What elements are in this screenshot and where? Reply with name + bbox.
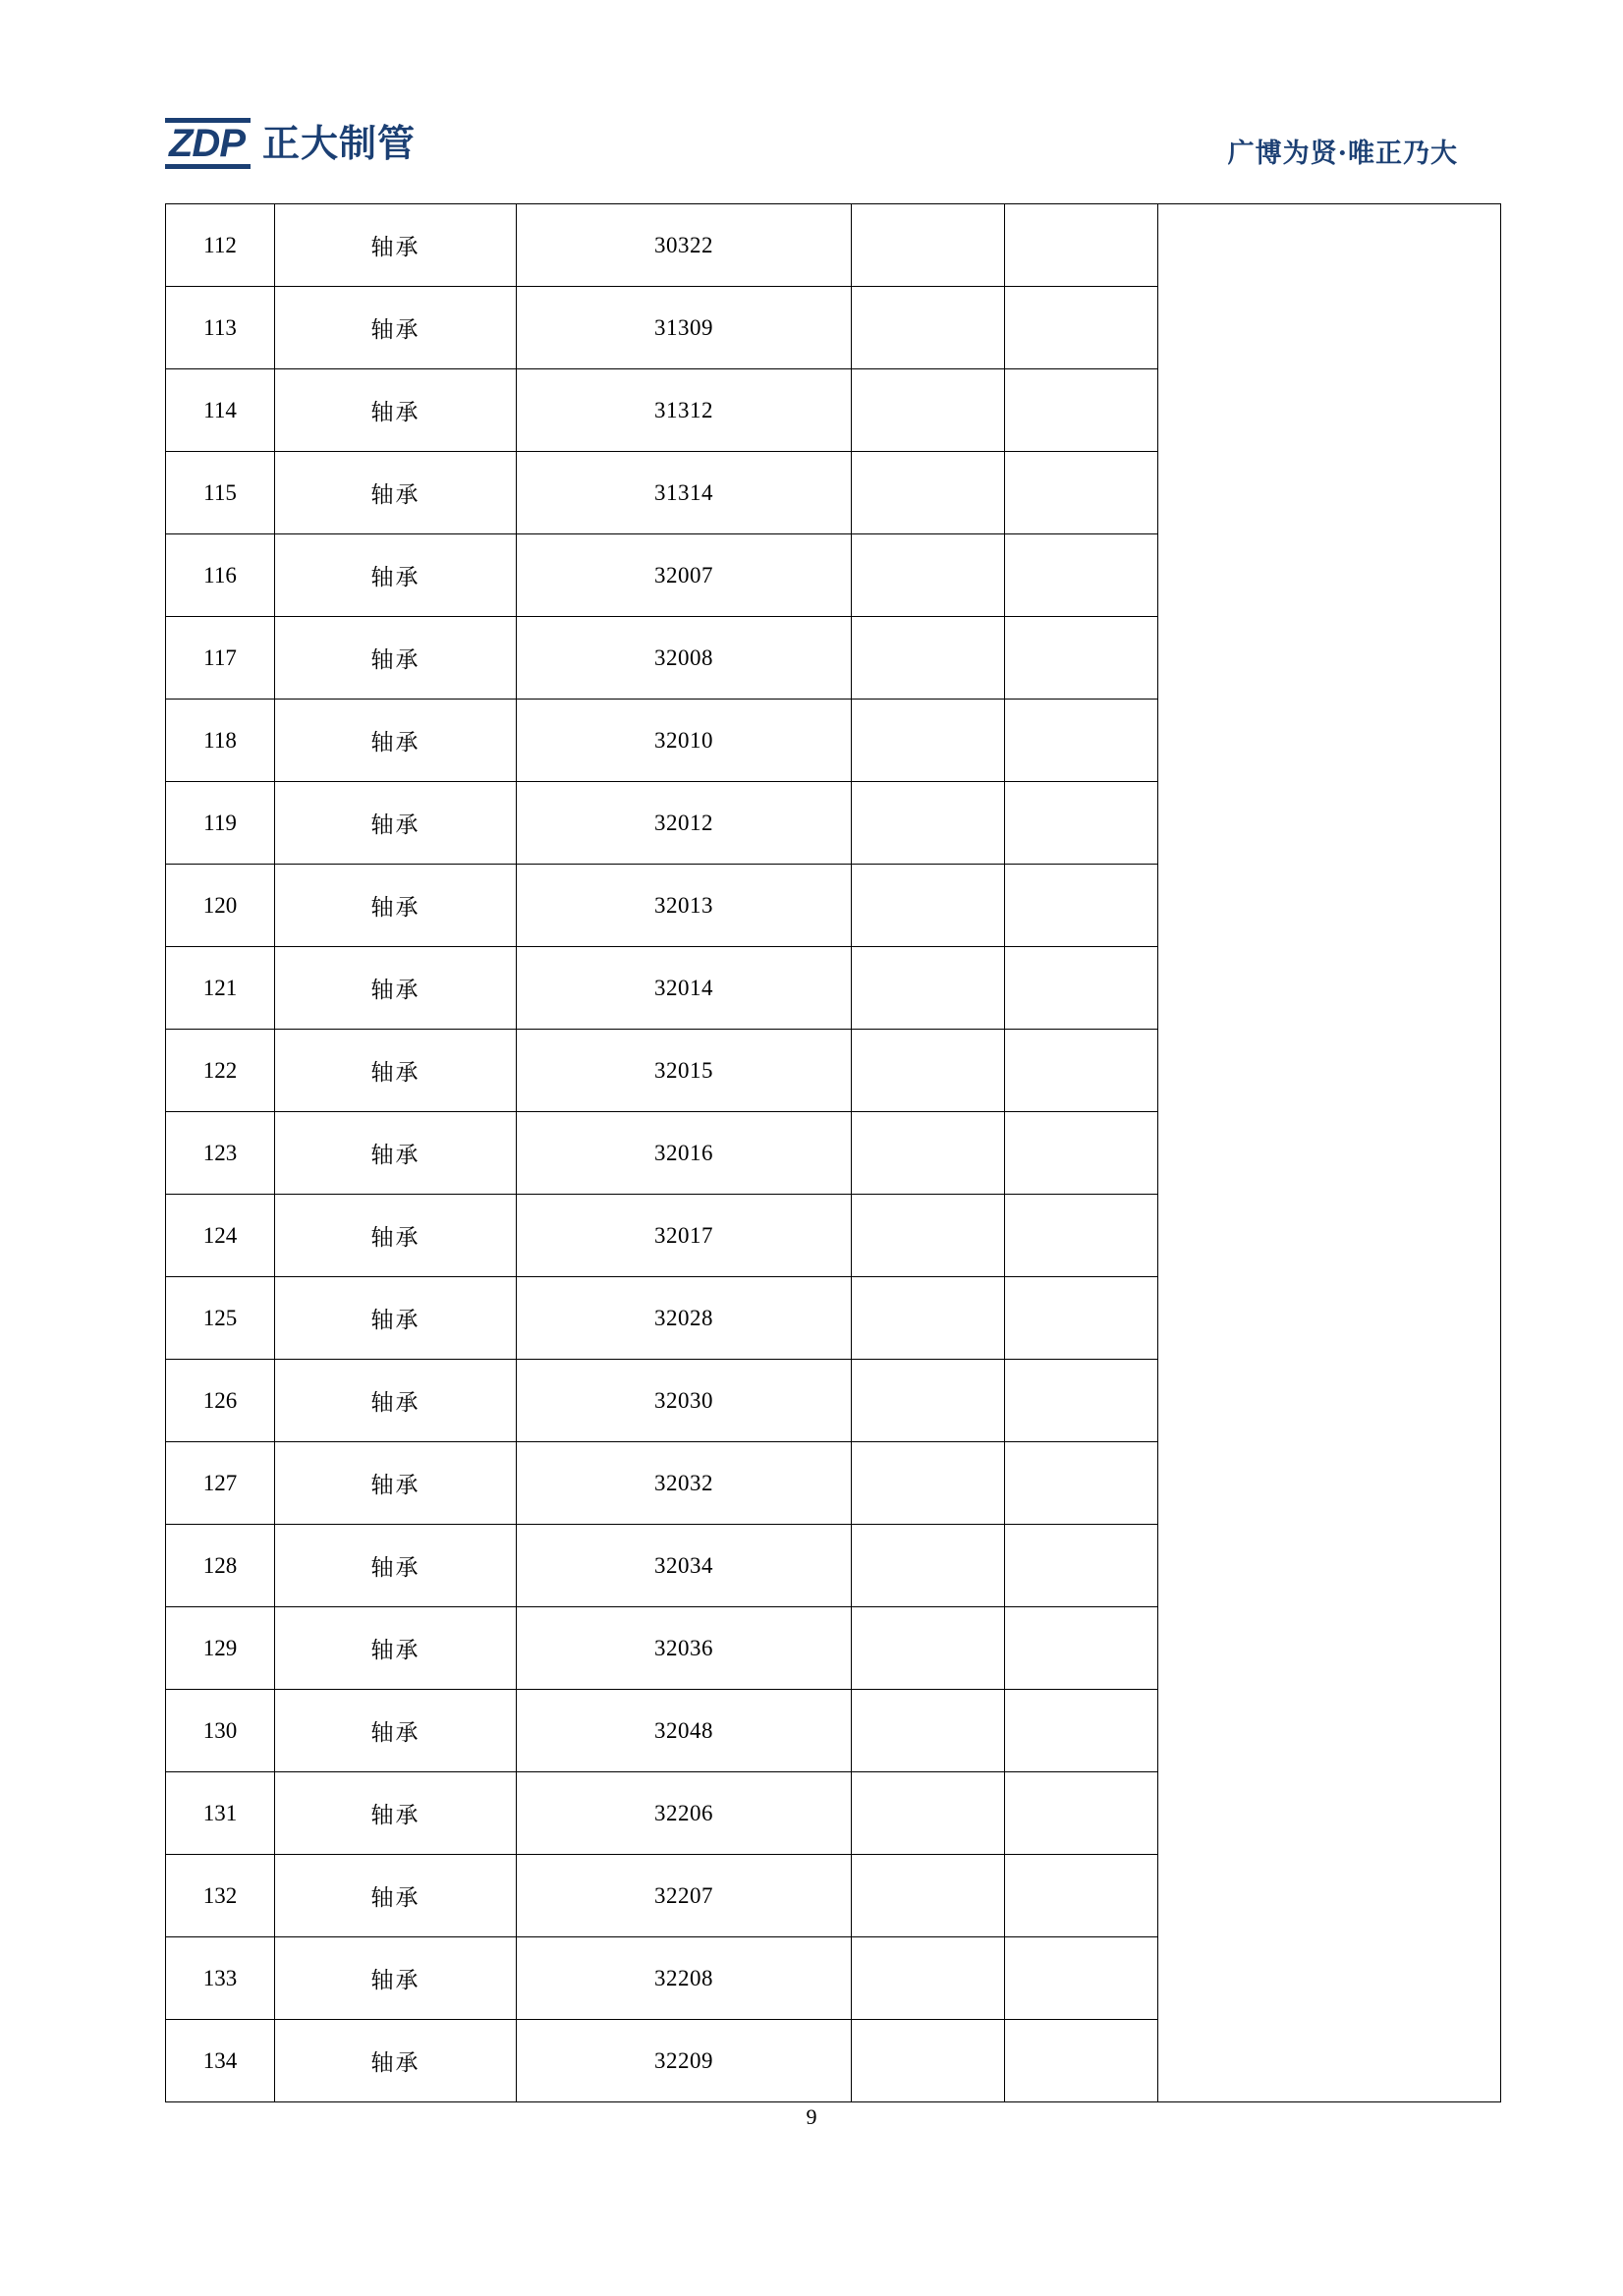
- cell-model: 32209: [517, 2020, 852, 2102]
- cell-qty: [1005, 1690, 1158, 1772]
- cell-qty: [1005, 1442, 1158, 1525]
- cell-no: 127: [166, 1442, 275, 1525]
- cell-unit: [852, 1442, 1005, 1525]
- cell-unit: [852, 287, 1005, 369]
- cell-model: 32014: [517, 947, 852, 1030]
- page-header: [165, 118, 1458, 187]
- cell-qty: [1005, 534, 1158, 617]
- cell-name: 轴承: [275, 782, 517, 865]
- table-body: [166, 204, 1501, 2102]
- cell-model: 32016: [517, 1112, 852, 1195]
- cell-unit: [852, 1690, 1005, 1772]
- cell-name: 轴承: [275, 1030, 517, 1112]
- cell-qty: [1005, 1855, 1158, 1937]
- cell-name: 轴承: [275, 452, 517, 534]
- page-number: 9: [806, 2104, 817, 2129]
- cell-unit: [852, 1277, 1005, 1360]
- cell-no: 133: [166, 1937, 275, 2020]
- cell-name: 轴承: [275, 1195, 517, 1277]
- cell-qty: [1005, 782, 1158, 865]
- cell-unit: [852, 782, 1005, 865]
- cell-name: 轴承: [275, 204, 517, 287]
- cell-model: 32010: [517, 700, 852, 782]
- cell-model: 31314: [517, 452, 852, 534]
- cell-no: 132: [166, 1855, 275, 1937]
- cell-name: 轴承: [275, 865, 517, 947]
- cell-model: 32206: [517, 1772, 852, 1855]
- cell-model: 32028: [517, 1277, 852, 1360]
- cell-unit: [852, 865, 1005, 947]
- cell-name: 轴承: [275, 1690, 517, 1772]
- cell-unit: [852, 700, 1005, 782]
- cell-no: 124: [166, 1195, 275, 1277]
- cell-name: 轴承: [275, 1277, 517, 1360]
- cell-qty: [1005, 947, 1158, 1030]
- cell-qty: [1005, 1607, 1158, 1690]
- cell-no: 114: [166, 369, 275, 452]
- cell-name: 轴承: [275, 1607, 517, 1690]
- cell-qty: [1005, 204, 1158, 287]
- cell-unit: [852, 947, 1005, 1030]
- cell-no: 122: [166, 1030, 275, 1112]
- cell-name: 轴承: [275, 1360, 517, 1442]
- cell-qty: [1005, 369, 1158, 452]
- cell-no: 112: [166, 204, 275, 287]
- cell-unit: [852, 1937, 1005, 2020]
- cell-unit: [852, 1772, 1005, 1855]
- logo-mark: ZDP: [165, 118, 251, 169]
- cell-qty: [1005, 865, 1158, 947]
- cell-no: 118: [166, 700, 275, 782]
- cell-model: 31309: [517, 287, 852, 369]
- cell-qty: [1005, 1030, 1158, 1112]
- cell-name: 轴承: [275, 617, 517, 700]
- cell-name: 轴承: [275, 287, 517, 369]
- cell-model: 32012: [517, 782, 852, 865]
- cell-remark: [1158, 204, 1501, 2102]
- cell-name: 轴承: [275, 2020, 517, 2102]
- cell-name: 轴承: [275, 369, 517, 452]
- cell-unit: [852, 2020, 1005, 2102]
- cell-model: 32034: [517, 1525, 852, 1607]
- cell-unit: [852, 452, 1005, 534]
- cell-model: 32207: [517, 1855, 852, 1937]
- cell-qty: [1005, 1195, 1158, 1277]
- cell-unit: [852, 617, 1005, 700]
- cell-qty: [1005, 1277, 1158, 1360]
- cell-no: 123: [166, 1112, 275, 1195]
- cell-qty: [1005, 287, 1158, 369]
- cell-qty: [1005, 452, 1158, 534]
- cell-no: 116: [166, 534, 275, 617]
- cell-model: 32017: [517, 1195, 852, 1277]
- cell-no: 128: [166, 1525, 275, 1607]
- cell-unit: [852, 1112, 1005, 1195]
- cell-no: 125: [166, 1277, 275, 1360]
- cell-unit: [852, 204, 1005, 287]
- cell-no: 115: [166, 452, 275, 534]
- cell-unit: [852, 1525, 1005, 1607]
- cell-qty: [1005, 1772, 1158, 1855]
- cell-no: 120: [166, 865, 275, 947]
- cell-no: 129: [166, 1607, 275, 1690]
- cell-unit: [852, 369, 1005, 452]
- cell-name: 轴承: [275, 1442, 517, 1525]
- cell-qty: [1005, 1525, 1158, 1607]
- cell-qty: [1005, 2020, 1158, 2102]
- logo-company-name: 正大制管: [262, 122, 417, 165]
- table-row: [166, 204, 1501, 287]
- cell-qty: [1005, 1112, 1158, 1195]
- cell-model: 32032: [517, 1442, 852, 1525]
- cell-no: 130: [166, 1690, 275, 1772]
- cell-model: 32007: [517, 534, 852, 617]
- cell-unit: [852, 1855, 1005, 1937]
- company-slogan: 广博为贤·唯正乃大: [1227, 139, 1458, 169]
- cell-unit: [852, 1607, 1005, 1690]
- cell-no: 126: [166, 1360, 275, 1442]
- cell-model: 32208: [517, 1937, 852, 2020]
- cell-name: 轴承: [275, 1525, 517, 1607]
- cell-model: 32036: [517, 1607, 852, 1690]
- cell-no: 134: [166, 2020, 275, 2102]
- company-logo: [165, 118, 416, 169]
- cell-unit: [852, 1360, 1005, 1442]
- cell-name: 轴承: [275, 1937, 517, 2020]
- cell-model: 32048: [517, 1690, 852, 1772]
- cell-model: 31312: [517, 369, 852, 452]
- cell-no: 119: [166, 782, 275, 865]
- cell-no: 121: [166, 947, 275, 1030]
- cell-name: 轴承: [275, 1772, 517, 1855]
- cell-name: 轴承: [275, 700, 517, 782]
- cell-name: 轴承: [275, 947, 517, 1030]
- cell-no: 113: [166, 287, 275, 369]
- parts-table: [165, 203, 1501, 2102]
- cell-model: 32008: [517, 617, 852, 700]
- cell-qty: [1005, 1360, 1158, 1442]
- cell-model: 32030: [517, 1360, 852, 1442]
- cell-no: 117: [166, 617, 275, 700]
- cell-model: 30322: [517, 204, 852, 287]
- cell-unit: [852, 534, 1005, 617]
- cell-no: 131: [166, 1772, 275, 1855]
- cell-qty: [1005, 617, 1158, 700]
- cell-name: 轴承: [275, 1855, 517, 1937]
- cell-name: 轴承: [275, 1112, 517, 1195]
- cell-model: 32013: [517, 865, 852, 947]
- cell-name: 轴承: [275, 534, 517, 617]
- cell-qty: [1005, 700, 1158, 782]
- cell-model: 32015: [517, 1030, 852, 1112]
- cell-qty: [1005, 1937, 1158, 2020]
- cell-unit: [852, 1195, 1005, 1277]
- cell-unit: [852, 1030, 1005, 1112]
